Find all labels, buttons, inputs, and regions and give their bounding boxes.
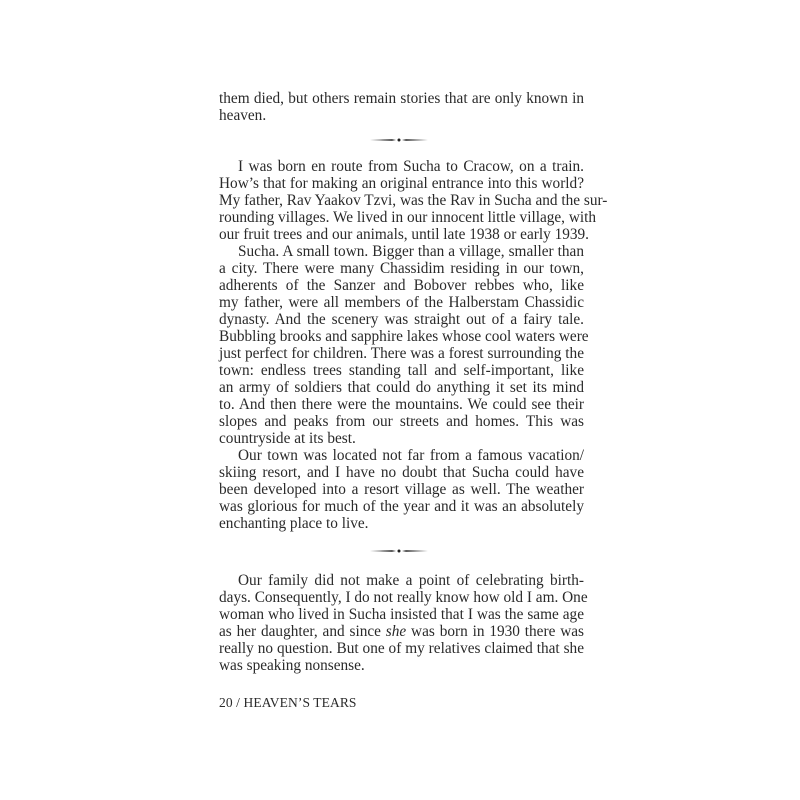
text-line: an army of soldiers that could do anything it set its mind xyxy=(219,379,584,396)
text-line: to. And then there were the mountains. We could see their xyxy=(219,396,584,413)
text-line: heaven. xyxy=(219,107,267,124)
text-line: Bubbling brooks and sapphire lakes whose cool waters were xyxy=(219,328,589,345)
text-line: town: endless trees standing tall and self-important, like xyxy=(219,362,584,379)
text-line: Sucha. A small town. Bigger than a village, smaller than xyxy=(238,243,584,260)
paragraph-birthdays xyxy=(219,572,588,674)
text-line: dynasty. And the scenery was straight out of a fairy tale. xyxy=(219,311,584,328)
text-line: really no question. But one of my relatives claimed that she xyxy=(219,640,584,657)
paragraph-resort xyxy=(219,447,584,532)
text-line: my father, were all members of the Halberstam Chassidic xyxy=(219,294,584,311)
italic-emphasis: she xyxy=(385,623,407,640)
text-line: How’s that for making an original entrance into this world? xyxy=(219,175,584,192)
text-line: was speaking nonsense. xyxy=(219,657,365,674)
text-line: adherents of the Sanzer and Bobover rebbes who, like xyxy=(219,277,584,294)
text-line: enchanting place to live. xyxy=(219,515,369,532)
text-line: rounding villages. We lived in our innocent little village, with xyxy=(219,209,597,226)
text-line: Our town was located not far from a famous vacation/ xyxy=(238,447,584,464)
text-run: as her daughter, and since xyxy=(219,623,386,640)
text-line: slopes and peaks from our streets and homes. This was xyxy=(219,413,584,430)
running-footer: 20 / HEAVEN’S TEARS xyxy=(219,695,357,710)
text-line: days. Consequently, I do not really know how old I am. One xyxy=(219,589,588,606)
text-line: skiing resort, and I have no doubt that Sucha could have xyxy=(219,464,584,481)
text-line: just perfect for children. There was a forest surrounding the xyxy=(219,345,584,362)
text-line: them died, but others remain stories that are only known in xyxy=(219,90,584,107)
text-line: I was born en route from Sucha to Cracow, on a train. xyxy=(238,158,584,175)
text-line: countryside at its best. xyxy=(219,430,356,447)
paragraph-sucha xyxy=(219,243,589,447)
paragraph-continued xyxy=(219,90,584,124)
section-divider-ornament xyxy=(370,138,428,142)
text-line: My father, Rav Yaakov Tzvi, was the Rav in Sucha and the sur- xyxy=(219,192,608,209)
text-line: Our family did not make a point of celebrating birth- xyxy=(238,572,584,589)
text-line xyxy=(219,623,584,640)
section-divider-ornament xyxy=(370,549,428,553)
text-line: was glorious for much of the year and it was an absolutely xyxy=(219,498,584,515)
paragraph-birth xyxy=(219,158,608,243)
text-line: been developed into a resort village as well. The weather xyxy=(219,481,584,498)
text-line: our fruit trees and our animals, until late 1938 or early 1939. xyxy=(219,226,590,243)
text-line: a city. There were many Chassidim residing in our town, xyxy=(219,260,584,277)
text-run: was born in 1930 there was xyxy=(406,623,585,640)
text-line: woman who lived in Sucha insisted that I was the same age xyxy=(219,606,584,623)
